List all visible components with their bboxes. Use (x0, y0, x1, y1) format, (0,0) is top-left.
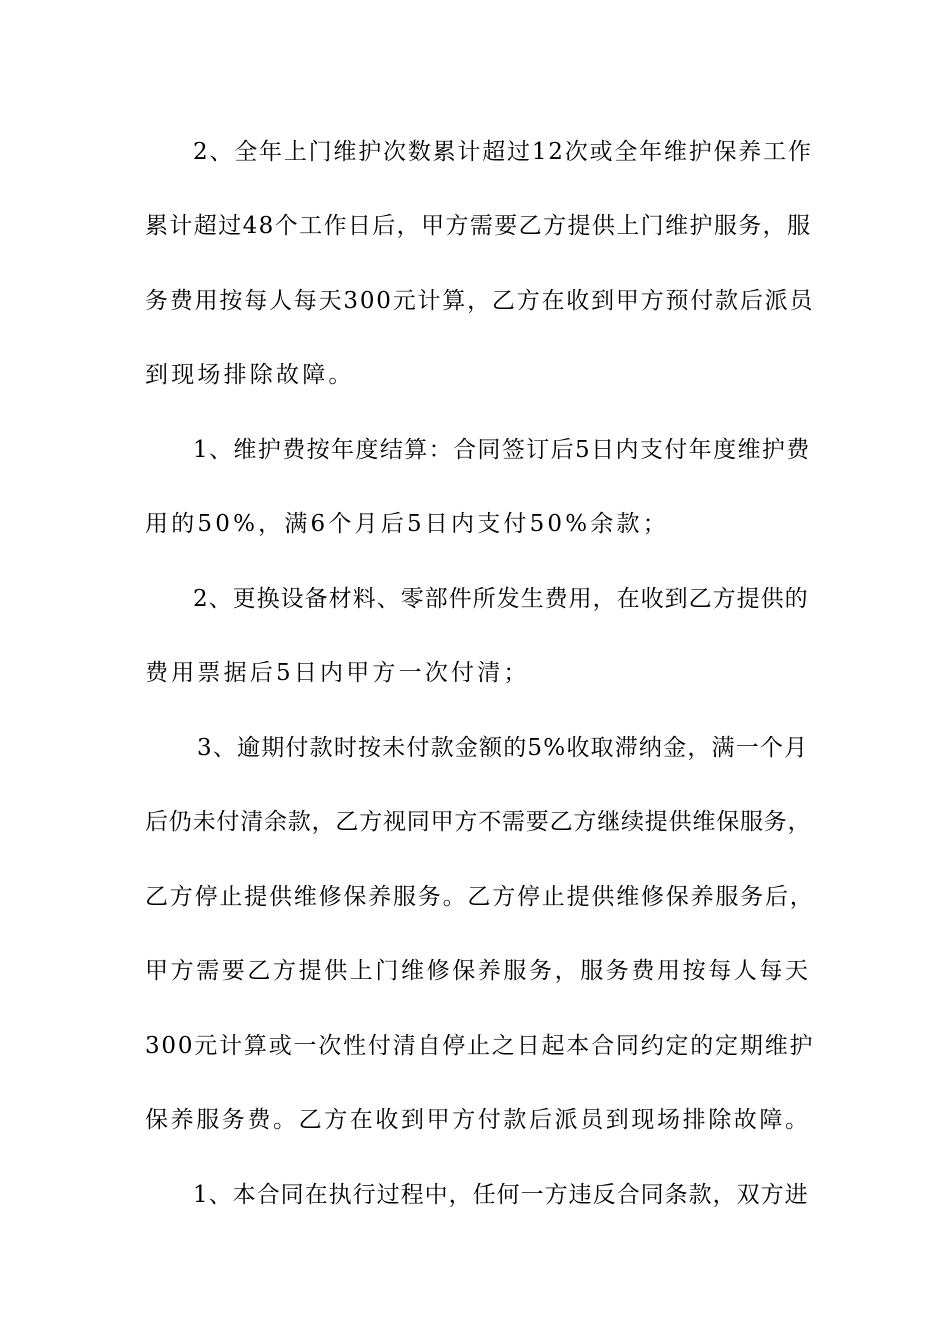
text-line: 300元计算或一次性付清自停止之日起本合同约定的定期维护 (145, 1033, 815, 1059)
text-line: 乙方停止提供维修保养服务。乙方停止提供维修保养服务后， (145, 884, 815, 910)
text-line: 2、全年上门维护次数累计超过12次或全年维护保养工作 (193, 139, 813, 165)
text-line: 到现场排除故障。 (145, 362, 355, 388)
text-line: 2、更换设备材料、零部件所发生费用，在收到乙方提供的 (193, 586, 809, 612)
text-line: 1、本合同在执行过程中，任何一方违反合同条款，双方进 (193, 1182, 809, 1208)
text-line: 务费用按每人每天300元计算，乙方在收到甲方预付款后派员 (145, 288, 815, 314)
text-line: 保养服务费。乙方在收到甲方付款后派员到现场排除故障。 (145, 1107, 811, 1133)
text-line: 后仍未付清余款，乙方视同甲方不需要乙方继续提供维保服务， (145, 809, 812, 835)
text-line: 累计超过48个工作日后，甲方需要乙方提供上门维护服务，服 (145, 213, 812, 239)
text-line: 用的50%，满6个月后5日内支付50%余款； (145, 511, 669, 537)
text-line: 3、逾期付款时按未付款金额的5%收取滞纳金，满一个月 (197, 735, 809, 761)
text-line: 甲方需要乙方提供上门维修保养服务，服务费用按每人每天 (145, 958, 811, 984)
text-line: 1、维护费按年度结算：合同签订后5日内支付年度维护费 (193, 437, 811, 463)
text-line: 费用票据后5日内甲方一次付清； (145, 660, 530, 686)
